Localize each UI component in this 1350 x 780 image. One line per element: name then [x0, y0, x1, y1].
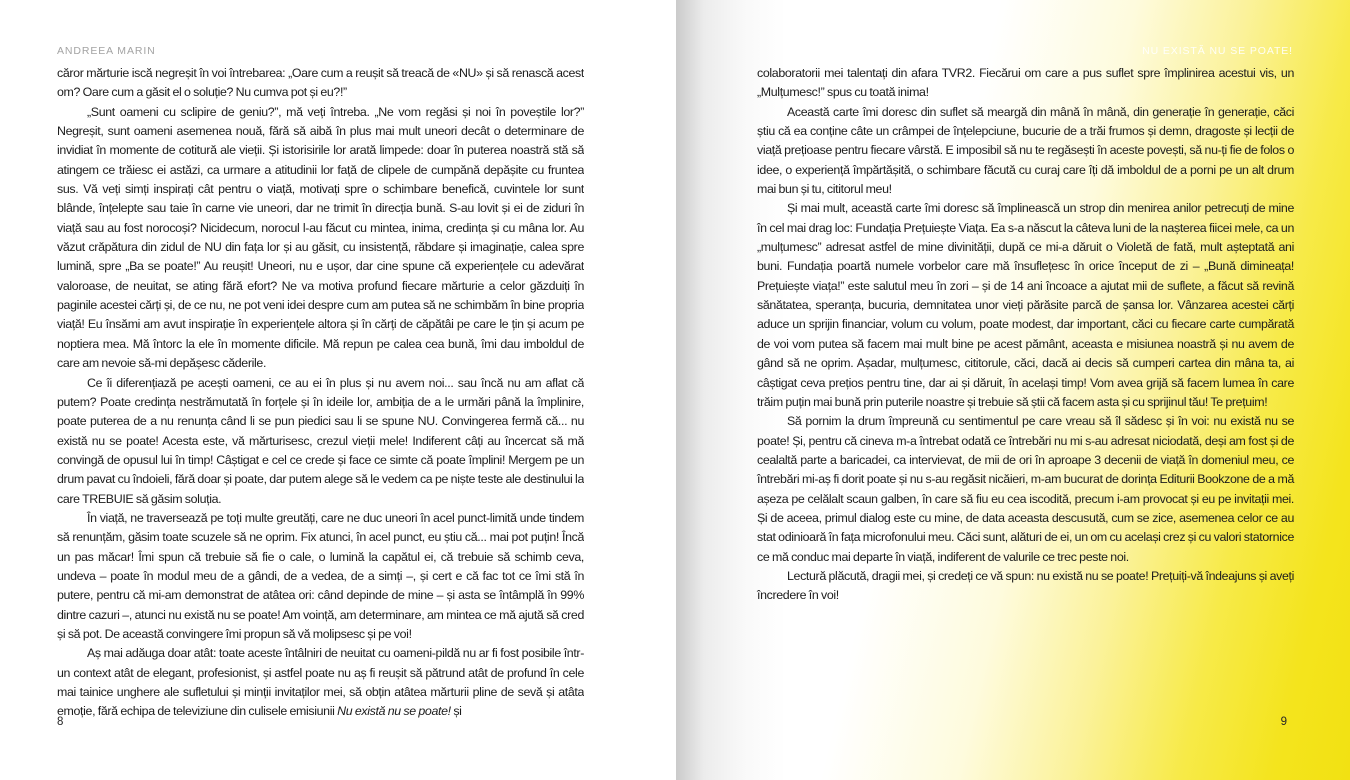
- text-segment: Aș mai adăuga doar atât: toate aceste întâlniri de neuitat cu oameni-pildă nu ar fi fost posibile într-un context atât de elegant, profesionist, și astfel poate nu aș fi reușit să pătrund atât de profund în cele mai tainice unghere ale sufletului și minții invitaților mei, să obțin atâtea mărturii pline de sevă și atâta emoție, fără echipa de televiziune din culisele emisiunii: [57, 646, 584, 719]
- body-paragraph: [757, 64, 1294, 103]
- text-segment: Lectură plăcută, dragii mei, și credeți ce vă spun: nu există nu se poate! Prețuiți-vă îndeajuns și aveți încredere în voi!: [757, 568, 1294, 603]
- text-segment: „Sunt oameni cu sclipire de geniu?”, mă veți întreba. „Ne vom regăsi și noi în poveștile lor?” Negreșit, sunt oameni asemenea nouă, fără să aibă în plus mai mult uneori decât o determinare de invidiat în momente de cotitură ale vieții. Și istorisirile lor arată limpede: doar în puterea noastră stă să atingem ce trăiesc ei astăzi, ca urmare a atitudinii lor față de clipele de cumpănă depășite cu fruntea sus. Vă veți simți inspirați cât pentru o viață, motivați spre o schimbare benefică, cuvintele lor sunt blânde, înțelepte sau taie în carne vie uneori, dar ne trimit în direcția bună. S-au lovit și ei de ziduri în viață sau au fost norocoși? Nicidecum, norocul l-au făcut cu mintea, inima, credința și cu mâna lor. Au văzut crăpătura din zidul de NU din fața lor și au găsit, cu insistență, răbdare și imaginație, calea spre lumină, spre „Ba se poate!” Au reușit! Uneori, nu e ușor, dar cine spune că experiențele cu adevărat valoroase, de neuitat, se ating fără efort? Ne va motiva profund fiecare mărturie a celor găzduiți în paginile acestei cărți și, de ce nu, ne pot veni idei despre cum am putea să ne schimbăm în bine propria viață! Eu însămi am avut inspirație în experiențele altora și în cărți de căpătâi pe care le țin și acum pe noptiera mea. Mă întorc la ele în momente dificile. Mă repun pe calea cea bună, îmi dau imboldul de care am nevoie să-mi depășesc căderile.: [57, 104, 584, 371]
- text-segment: Această carte îmi doresc din suflet să meargă din mână în mână, din generație în generație, căci știu că ea conține câte un crâmpei de înțelepciune, bucurie de a trăi frumos și demn, dragoste și lecții de viață prețioase pentru fiecare vârstă. E imposibil să nu te regăsești în aceste povești, să nu-ți fie de folos o idee, o experiență împărtășită, o schimbare făcută cu curaj care îți dă imboldul de a porni pe un alt drum mai bun și tu, cititorul meu!: [757, 104, 1294, 197]
- body-paragraph: [57, 64, 584, 103]
- body-paragraph: [57, 644, 584, 721]
- right-body-text: [757, 64, 1294, 606]
- left-body-text: [57, 64, 584, 724]
- body-paragraph: [57, 374, 584, 509]
- running-head-author: ANDREEA MARIN: [57, 45, 156, 57]
- text-segment: În viață, ne traversează pe toți multe greutăți, care ne duc uneori în acel punct-limită unde tindem să renunțăm, găsim toate scuzele să ne oprim. Fix atunci, în acel punct, eu știu că... mai pot puțin! Încă un pas măcar! Îmi spun că trebuie să fie o cale, o lumină la capătul ei, că trebuie să schimb ceva, undeva – poate în modul meu de a gândi, de a vedea, de a simți –, și cert e că fac tot ce îmi stă în putere, pentru că mi-am demonstrat de atâtea ori: când depinde de mine – și asta se întâmplă în 99% dintre cazuri –, atunci nu există nu se poate! Am voință, am determinare, am mintea ce mă ajută să cred și să pot. De această convingere îmi propun să vă molipsesc și pe voi!: [57, 510, 584, 641]
- text-segment: colaboratorii mei talentați din afara TVR2. Fiecărui om care a pus suflet spre împlinirea acestui vis, un „Mulțumesc!” spus cu toată inima!: [757, 66, 1294, 100]
- text-segment: căror mărturie iscă negreșit în voi întrebarea: „Oare cum a reușit să treacă de «NU» și să renască acest om? Oare cum a găsit el o soluție? Nu cumva pot și eu?!”: [57, 66, 584, 100]
- text-segment: Ce îi diferențiază pe acești oameni, ce au ei în plus și nu avem noi... sau încă nu am aflat că putem? Poate credința nestrămutată în forțele și în ideile lor, ambiția de a le urmări până la împlinire, poate puterea de a nu renunța când li se pun piedici sau li se spune NU. Convingerea fermă că... nu există nu se poate! Acesta este, vă mărturisesc, crezul vieții mele! Indiferent câți au încercat să mă convingă de opusul lui în timp! Câștigat e cel ce crede și face ce simte că poate împlini! Mergem pe un drum pavat cu îndoieli, fără doar și poate, dar putem alege să le vedem ca pe niște teste ale destinului la care TREBUIE să găsim soluția.: [57, 375, 584, 506]
- body-paragraph: [757, 567, 1294, 606]
- body-paragraph: [57, 103, 584, 374]
- text-segment: Și mai mult, această carte îmi doresc să împlinească un strop din menirea anilor petrecuți de mine în cel mai drag loc: Fundația Prețuiește Viața. Ea s-a născut la câteva luni de la nașterea fiicei mele, ca un „mulțumesc” adresat astfel de mine divinității, după ce mi-a dăruit o Violetă de fată, mult așteptată ani buni. Fundația poartă numele vorbelor care mă însuflețesc în orice început de zi – „Bună dimineața! Prețuiește viața!” este salutul meu în zori – și de 14 ani încoace a ajutat mii de suflete, a făcut să revină sănătatea, speranța, bucuria, demnitatea unor vieți părăsite parcă de șansa lor. Vânzarea acestei cărți aduce un sprijin financiar, volum cu volum, poate modest, dar important, căci cu fiecare carte cumpărată de voi vom putea să facem mai mult bine pe acest pământ, aceasta e misiunea noastră și nu avem de gând să ne oprim. Așadar, mulțumesc, cititorule, căci, dacă ai decis să cumperi cartea din mâna ta, ai câștigat ceva prețios pentru tine, dar ai și dăruit, în același timp! Vom avea grijă să facem lumea în care trăim puțin mai bună prin puterile noastre și trebuie să știi că facem asta și cu sprijinul tău! Te prețuim!: [757, 201, 1294, 409]
- text-segment: și: [450, 704, 462, 719]
- body-paragraph: [57, 509, 584, 644]
- italic-text-segment: Nu există nu se poate!: [337, 704, 451, 719]
- body-paragraph: [757, 199, 1294, 412]
- page-number-left: 8: [57, 716, 64, 728]
- body-paragraph: [757, 103, 1294, 200]
- page-number-right: 9: [1280, 716, 1287, 728]
- running-head-title: NU EXISTĂ NU SE POATE!: [1142, 45, 1293, 57]
- right-page: [676, 0, 1350, 780]
- body-paragraph: [757, 412, 1294, 567]
- text-segment: Să pornim la drum împreună cu sentimentul pe care vreau să îl sădesc și în voi: nu există nu se poate! Și, pentru că cineva m-a întrebat odată ce întrebări nu mi s-au adresat niciodată, deși am fost și de cealaltă parte a baricadei, ca intervievat, de mii de ori în aproape 3 decenii de viață în domeniul meu, ce întrebări mi-aș fi dorit poate și nu s-au regăsit nicăieri, m-am bucurat de dorința Editurii Bookzone de a mă așeza pe celălalt scaun galben, în care să fiu eu cea iscodită, precum i-am provocat și eu pe invitații mei. Și de aceea, primul dialog este cu mine, de data aceasta descusută, cum se zice, asemenea celor ce au stat odinioară în fața microfonului meu. Căci sunt, alături de ei, un om cu același crez și cu valori statornice ce mă conduc mai departe în viață, indiferent de valurile ce trec peste noi.: [757, 414, 1294, 564]
